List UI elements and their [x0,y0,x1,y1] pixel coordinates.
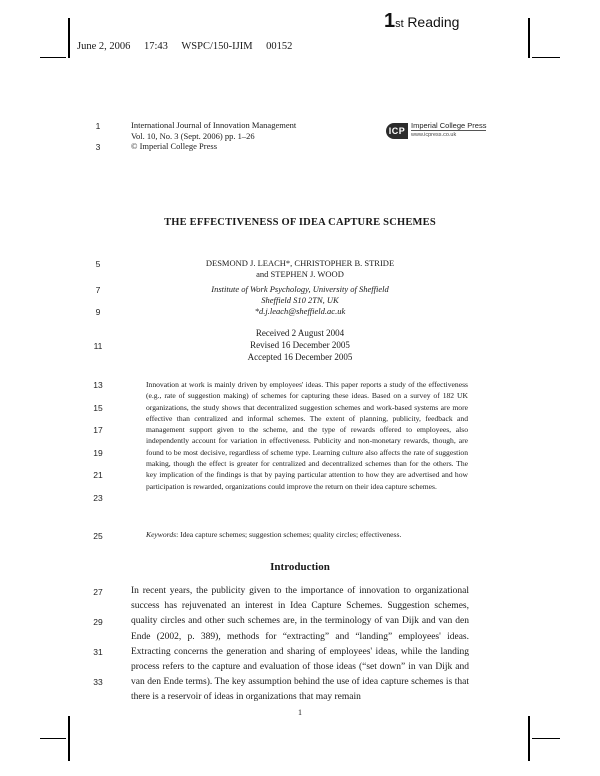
crop-mark-bottom-left-h [40,738,66,739]
line-number: 13 [93,380,103,390]
crop-mark-top-left [68,18,70,58]
author-email: *d.j.leach@sheffield.ac.uk [254,306,346,316]
keywords-text: : Idea capture schemes; suggestion schemes; quality circles; effectiveness. [176,530,402,539]
line-number: 3 [95,142,101,152]
line-number: 31 [93,647,103,657]
journal-name: International Journal of Innovation Management [131,120,297,130]
article-dates [0,327,600,363]
affiliation [0,284,600,317]
publisher-logo [386,122,486,139]
affiliation-line-2: Sheffield S10 2TN, UK [261,295,339,305]
crop-mark-top-left-h [40,57,66,58]
introduction-body [131,584,469,706]
reading-word: Reading [407,14,460,30]
received-date: Received 2 August 2004 [255,328,345,338]
line-number: 9 [95,307,101,317]
journal-info [131,120,296,152]
page-number: 1 [298,708,302,717]
line-number: 29 [93,617,103,627]
line-number: 7 [95,285,101,295]
paper-title: THE EFFECTIVENESS OF IDEA CAPTURE SCHEMES [164,217,436,228]
publisher-name: Imperial College Press [411,121,487,130]
line-number: 23 [93,493,103,503]
line-number: 27 [93,587,103,597]
crop-mark-top-right-h [532,57,560,58]
line-number: 1 [95,121,101,131]
job-date: June 2, 2006 [77,41,131,52]
line-number: 5 [95,259,101,269]
line-number: 33 [93,677,103,687]
revised-date: Revised 16 December 2005 [250,340,350,350]
publisher-url: www.icpress.co.uk [411,130,486,139]
abstract-text: Innovation at work is mainly driven by employees' ideas. This paper reports a study of the effectiveness (e.g., rate of suggestion making) of schemes for capturing these ideas. Based on a survey of 182 UK organizations, the study shows that decentralized suggestion schemes and work-based systems are more effective than centralized and informal schemes. The extent of planning, publicity, feedback and management support given to the scheme, and the type of rewards offered to employees, also independently account for variation in effectiveness. Publicity and non-monetary rewards, though, are found to be most decisive, regardless of scheme type. Learning culture also affects the rate of suggestion making, though the effect is greater for centralized and decentralized schemes than for the others. The key implication of the findings is that by paying particular attention to how they are advertised and how participation is rewarded, organizations could improve the return on their idea capture schemes. [146,380,468,491]
keywords-label: Keywords [146,530,177,539]
introduction-paragraph: In recent years, the publicity given to the importance of innovation to organizational success has rejuvenated an interest in Idea Capture Schemes. Suggestion schemes, quality circles and other such schemes are, in the terminology of van Dijk and van den Ende (2002, p. 389), methods for “extracting” and “landing” employees' ideas. Extracting concerns the generation and sharing of employees' ideas, while the landing process refers to the capture and evaluation of those ideas (“set down” in van Dijk and van den Ende terms). The key assumption behind the use of idea capture schemes is that there is a reservoir of ideas in organizations that may remain [131,586,469,703]
line-number: 11 [93,341,103,351]
icp-logo-icon: ICP [386,123,408,139]
job-time: 17:43 [144,41,168,52]
journal-volume: Vol. 10, No. 3 (Sept. 2006) pp. 1–26 [131,130,255,141]
authors [0,258,600,280]
job-line [77,41,303,52]
accepted-date: Accepted 16 December 2005 [247,352,353,362]
journal-copyright: © Imperial College Press [131,141,218,151]
crop-mark-bottom-right-h [532,738,560,739]
abstract [146,379,468,492]
line-number: 15 [93,403,103,413]
line-number: 17 [93,425,103,435]
job-number: 00152 [266,41,293,52]
affiliation-line-1: Institute of Work Psychology, University of Sheffield [211,284,389,294]
reading-number: 1 [384,10,396,32]
keywords [146,530,476,539]
reading-suffix: st [395,18,404,30]
line-number: 25 [93,531,103,541]
crop-mark-bottom-right [528,716,530,761]
line-number: 19 [93,448,103,458]
authors-line-1: DESMOND J. LEACH*, CHRISTOPHER B. STRIDE [205,258,395,268]
publisher-logo-text [411,122,486,139]
reading-stamp [384,10,459,33]
section-heading-introduction: Introduction [270,561,330,573]
authors-line-2: and STEPHEN J. WOOD [256,269,344,279]
job-code: WSPC/150-IJIM [181,41,253,52]
crop-mark-bottom-left [68,716,70,761]
crop-mark-top-right [528,18,530,58]
line-number: 21 [93,470,103,480]
